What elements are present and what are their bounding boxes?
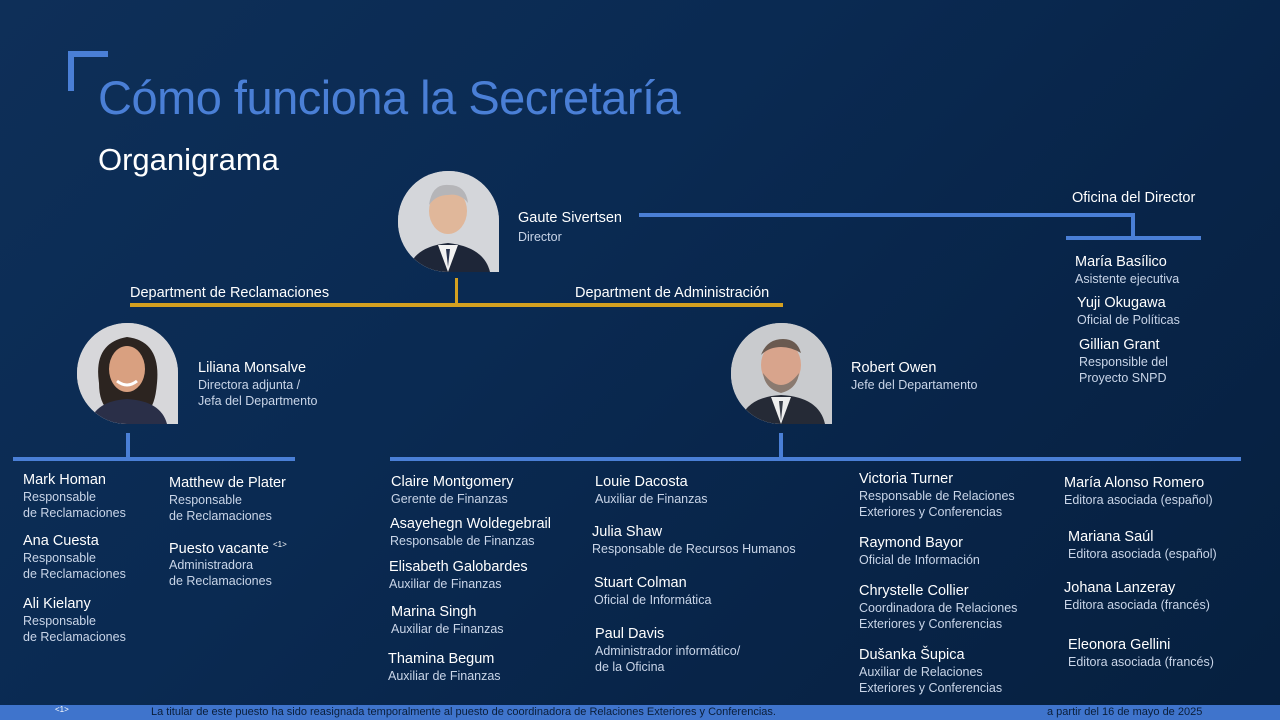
admin-department-label: Department de Administración <box>575 285 770 301</box>
claims-department-label: Department de Reclamaciones <box>130 285 330 301</box>
staff-role: Exteriores y Conferencias <box>859 681 1003 695</box>
staff-role: de Reclamaciones <box>169 509 272 523</box>
footer-date: a partir del 16 de mayo de 2025 <box>1047 706 1203 718</box>
office-label: Oficina del Director <box>1072 190 1196 206</box>
admin-head-name: Robert Owen <box>851 360 937 376</box>
admin-head-role: Jefe del Departamento <box>851 378 978 392</box>
staff-role: de Reclamaciones <box>23 567 126 581</box>
staff-role: Responsable <box>23 614 96 628</box>
staff-role: Gerente de Finanzas <box>391 492 508 506</box>
staff-role: Editora asociada (español) <box>1068 547 1217 561</box>
staff-name: Ana Cuesta <box>23 533 99 549</box>
footnote-marker: <1> <box>273 540 287 549</box>
staff-name: María Alonso Romero <box>1064 475 1205 491</box>
staff-role: Editora asociada (español) <box>1064 493 1213 507</box>
staff-role: Auxiliar de Finanzas <box>391 622 504 636</box>
office-member-role: Oficial de Políticas <box>1077 313 1180 327</box>
staff-role: Auxiliar de Relaciones <box>859 665 983 679</box>
title-bracket-vertical <box>68 51 74 91</box>
staff-role: Coordinadora de Relaciones <box>859 601 1018 615</box>
claims-connector <box>126 433 130 460</box>
title-bracket <box>68 51 108 57</box>
staff-name: Matthew de Plater <box>169 475 286 491</box>
admin-team-bar <box>390 457 1241 461</box>
staff-role: Editora asociada (francés) <box>1068 655 1214 669</box>
office-member-name: Gillian Grant <box>1079 337 1160 353</box>
staff-role: Oficial de Información <box>859 553 980 567</box>
staff-name: Mariana Saúl <box>1068 529 1154 545</box>
staff-role: Administradora <box>169 558 254 572</box>
office-member-role: Responsible del <box>1079 355 1168 369</box>
claims-head-role: Directora adjunta / <box>198 378 301 392</box>
staff-role: Responsable de Finanzas <box>390 534 535 548</box>
staff-name: Raymond Bayor <box>859 535 963 551</box>
office-member-role: Asistente ejecutiva <box>1075 272 1180 286</box>
office-connector <box>639 213 1135 217</box>
vacant-position-name <box>169 540 287 557</box>
staff-role: Auxiliar de Finanzas <box>388 669 501 683</box>
staff-role: Auxiliar de Finanzas <box>389 577 502 591</box>
staff-role: Responsable de Relaciones <box>859 489 1015 503</box>
staff-name: Victoria Turner <box>859 471 954 487</box>
staff-role: de Reclamaciones <box>169 574 272 588</box>
staff-role: Auxiliar de Finanzas <box>595 492 708 506</box>
staff-role: de Reclamaciones <box>23 630 126 644</box>
staff-role: Administrador informático/ <box>595 644 741 658</box>
department-bar <box>130 303 783 307</box>
staff-role: de la Oficina <box>595 660 665 674</box>
director-photo <box>398 171 499 272</box>
staff-name: Elisabeth Galobardes <box>389 559 528 575</box>
staff-name: Eleonora Gellini <box>1068 637 1171 653</box>
staff-name: Johana Lanzeray <box>1064 580 1176 596</box>
staff-name: Julia Shaw <box>592 524 663 540</box>
staff-name: Asayehegn Woldegebrail <box>390 516 551 532</box>
staff-name: Louie Dacosta <box>595 474 688 490</box>
staff-role: Responsable <box>23 490 96 504</box>
staff-role: Exteriores y Conferencias <box>859 617 1003 631</box>
footer-marker: <1> <box>55 705 69 714</box>
staff-role: Oficial de Informática <box>594 593 712 607</box>
office-bar <box>1066 236 1201 240</box>
staff-role: Responsable <box>169 493 242 507</box>
staff-name: Stuart Colman <box>594 575 687 591</box>
page-subtitle: Organigrama <box>98 142 279 177</box>
director-name: Gaute Sivertsen <box>518 210 622 226</box>
admin-connector <box>779 433 783 460</box>
admin-head-photo <box>731 323 832 424</box>
staff-name: Marina Singh <box>391 604 477 620</box>
director-connector <box>455 278 458 305</box>
director-role: Director <box>518 230 562 244</box>
office-member-role: Proyecto SNPD <box>1079 371 1167 385</box>
staff-name: Thamina Begum <box>388 651 495 667</box>
staff-name: Ali Kielany <box>23 596 91 612</box>
staff-role: Editora asociada (francés) <box>1064 598 1210 612</box>
footer-note: La titular de este puesto ha sido reasignada temporalmente al puesto de coordinadora de Relaciones Exteriores y Conferencias. <box>151 706 776 718</box>
office-member-name: María Basílico <box>1075 254 1167 270</box>
staff-role: Responsable <box>23 551 96 565</box>
vacant-position-label: Puesto vacante <box>169 540 269 557</box>
office-member-name: Yuji Okugawa <box>1077 295 1166 311</box>
staff-role: Responsable de Recursos Humanos <box>592 542 796 556</box>
staff-name: Chrystelle Collier <box>859 583 969 599</box>
staff-name: Mark Homan <box>23 472 106 488</box>
staff-name: Claire Montgomery <box>391 474 514 490</box>
claims-head-name: Liliana Monsalve <box>198 360 307 376</box>
staff-name: Paul Davis <box>595 626 665 642</box>
claims-team-bar <box>13 457 295 461</box>
page-title: Cómo funciona la Secretaría <box>98 71 681 124</box>
staff-name: Dušanka Šupica <box>859 647 965 663</box>
staff-role: de Reclamaciones <box>23 506 126 520</box>
claims-head-photo <box>77 323 178 424</box>
staff-role: Exteriores y Conferencias <box>859 505 1003 519</box>
claims-head-role: Jefa del Departmento <box>198 394 318 408</box>
